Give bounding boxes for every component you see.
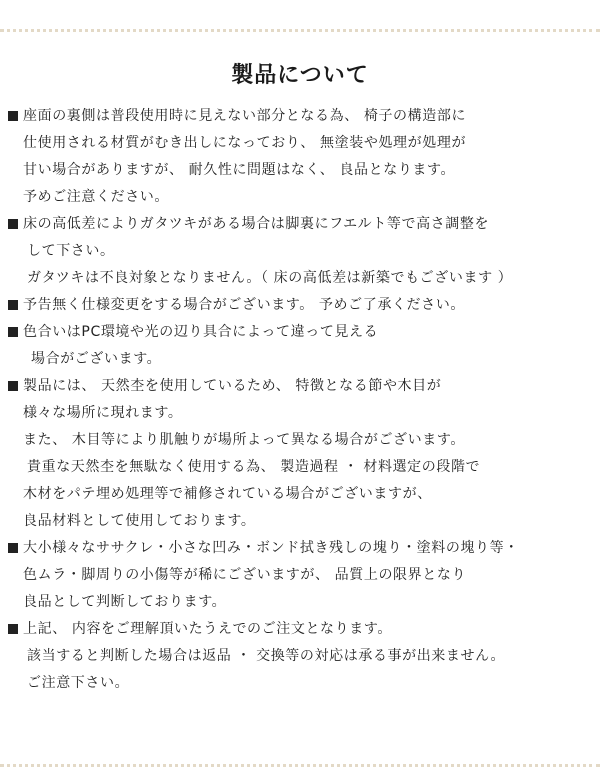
notice-line: 場合がございます。 — [31, 351, 162, 367]
square-bullet-icon — [8, 219, 18, 229]
notice-line: 床の高低差によりガタツキがある場合は脚裏にフエルト等で高さ調整を — [8, 211, 594, 238]
notice-line: 予めご注意ください。 — [23, 189, 169, 205]
notice-line: 仕使用される材質がむき出しになっており、 無塗装や処理が処理が — [23, 135, 467, 151]
notice-line: 大小様々なササクレ・小さな凹み・ボンド拭き残しの塊り・塗料の塊り等・ — [8, 535, 594, 562]
square-bullet-icon — [8, 111, 18, 121]
notice-line: 木材をパテ埋め処理等で補修されている場合がございますが、 — [23, 486, 432, 502]
notice-line: また、 木目等により肌触りが場所よって異なる場合がございます。 — [23, 432, 465, 448]
notice-line: ガタツキは不良対象となりません。（ 床の高低差は新築でもございます ） — [27, 270, 513, 286]
notice-line: 色合いはPC環境や光の辺り具合によって違って見える — [8, 319, 594, 346]
page-title: 製品について — [231, 63, 369, 88]
notice-list — [8, 103, 594, 697]
notice-line: 上記、 内容をご理解頂いたうえでのご注文となります。 — [8, 616, 594, 643]
notice-line: ご注意下さい。 — [27, 675, 130, 691]
bottom-dotted-border — [0, 764, 600, 767]
notice-line: 製品には、 天然杢を使用しているため、 特徴となる節や木目が — [8, 373, 594, 400]
notice-line: 座面の裏側は普段使用時に見えない部分となる為、 椅子の構造部に — [8, 103, 594, 130]
notice-line: して下さい。 — [27, 243, 115, 259]
notice-line: 良品材料として使用しております。 — [23, 513, 256, 529]
square-bullet-icon — [8, 300, 18, 310]
notice-line: 良品として判断しております。 — [23, 594, 227, 610]
square-bullet-icon — [8, 381, 18, 391]
square-bullet-icon — [8, 543, 18, 553]
notice-line: 色ムラ・脚周りの小傷等が稀にございますが、 品質上の限界となり — [23, 567, 467, 583]
notice-line: 様々な場所に現れます。 — [23, 405, 183, 421]
notice-line: 該当すると判断した場合は返品 ・ 交換等の対応は承る事が出来ません。 — [27, 648, 506, 664]
notice-line: 貴重な天然杢を無駄なく使用する為、 製造過程 ・ 材料選定の段階で — [27, 459, 481, 475]
notice-line: 予告無く仕様変更をする場合がございます。 予めご了承ください。 — [8, 292, 594, 319]
notice-line: 甘い場合がありますが、 耐久性に問題はなく、 良品となります。 — [23, 162, 456, 178]
square-bullet-icon — [8, 624, 18, 634]
square-bullet-icon — [8, 327, 18, 337]
top-dotted-border — [0, 29, 600, 32]
